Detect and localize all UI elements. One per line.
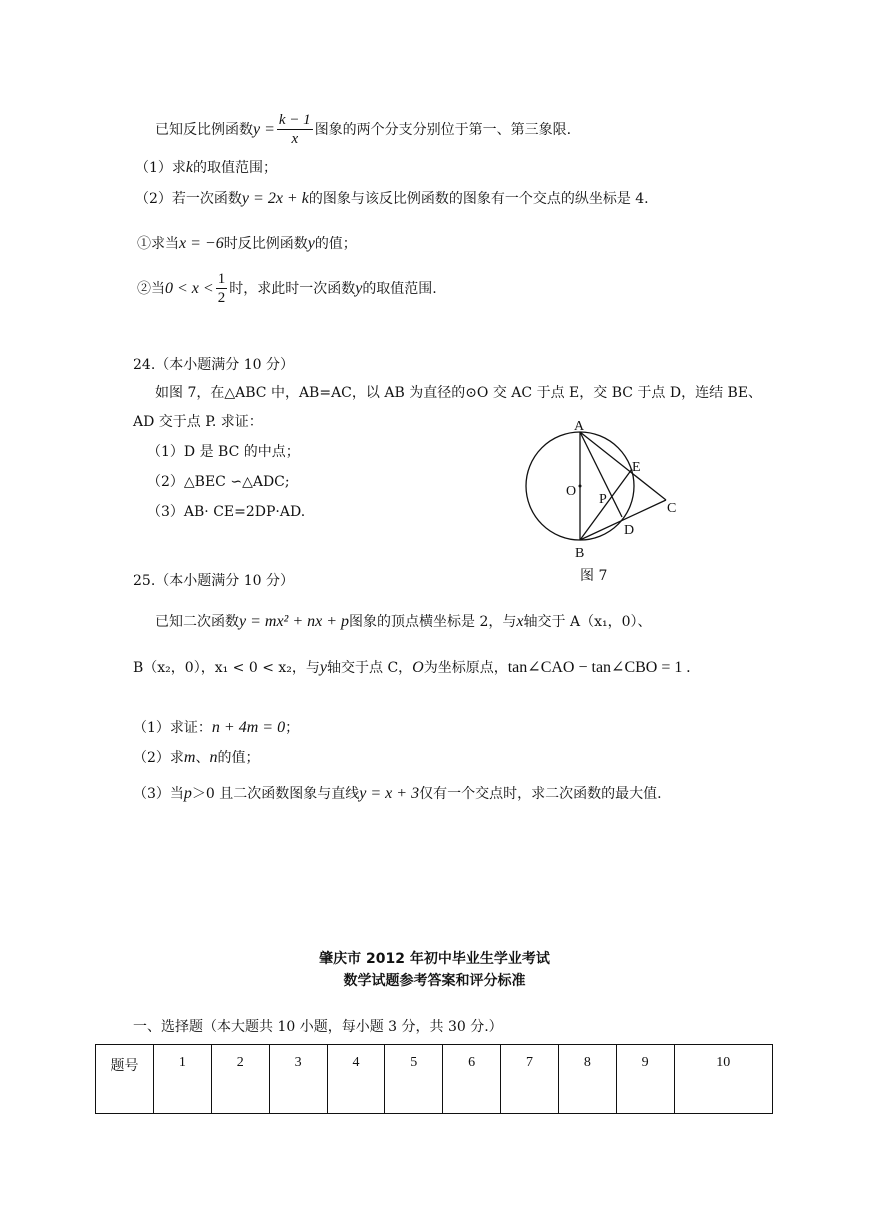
q23-intro: 已知反比例函数y = $\frac{k - 1}{x}$ 图象的两个分支分别位于第一、第三象限.: [155, 112, 572, 147]
q24-line2: AD 交于点 P. 求证：: [133, 414, 263, 430]
q25-line1: 已知二次函数y = mx² + nx + p图象的顶点横坐标是 2，与x轴交于 A（x₁，0）、: [155, 613, 652, 630]
label-p: P: [599, 492, 607, 507]
label-d: D: [624, 523, 635, 538]
table-cell: 3: [269, 1045, 327, 1114]
q24-line1: 如图 7，在△ABC 中，AB=AC，以 AB 为直径的⊙O 交 AC 于点 E，交 BC 于点 D，连结 BE、: [155, 385, 763, 401]
q23-part2-i: ①求当x = −6时反比例函数y的值；: [137, 235, 357, 252]
q25-part2: （2）求m、n的值；: [133, 749, 260, 766]
segment-ac: [580, 432, 666, 500]
table-cell: 2: [211, 1045, 269, 1114]
q24-header: 24.（本小题满分 10 分）: [133, 357, 294, 373]
table-cell: 1: [154, 1045, 212, 1114]
label-o: O: [566, 484, 577, 499]
table-cell: 4: [327, 1045, 385, 1114]
q24-part1: （1）D 是 BC 的中点；: [147, 444, 300, 460]
geometry-diagram: [515, 415, 705, 595]
fraction-half: $\frac{1}{2}$: [217, 271, 226, 306]
center-point: [579, 485, 582, 488]
label-b: B: [575, 546, 585, 561]
segment-bc: [580, 500, 666, 540]
label-e: E: [632, 460, 641, 475]
label-a: A: [574, 419, 585, 434]
q25-part3: （3）当p＞0 且二次函数图象与直线y = x + 3仅有一个交点时，求二次函数的最大值.: [133, 785, 662, 802]
q23-part2-ii: ②当0 < x < $\frac{1}{2}$ 时，求此时一次函数y的取值范围.: [137, 271, 437, 306]
q23-part2: （2）若一次函数y = 2x + k的图象与该反比例函数的图象有一个交点的纵坐标是 4.: [135, 190, 649, 207]
table-cell: 10: [674, 1045, 772, 1114]
q23-part1: （1）求k的取值范围；: [135, 159, 278, 176]
q25-header: 25.（本小题满分 10 分）: [133, 573, 294, 589]
answer-table: [95, 1044, 773, 1114]
answers-section-heading: 一、选择题（本大题共 10 小题，每小题 3 分，共 30 分.）: [133, 1019, 503, 1035]
table-row: [96, 1045, 773, 1114]
q25-part1: （1）求证：n + 4m = 0；: [133, 719, 300, 736]
table-cell: 8: [558, 1045, 616, 1114]
table-cell: 6: [443, 1045, 501, 1114]
q24-part3: （3）AB· CE=2DP·AD.: [147, 504, 306, 520]
q25-line2: B（x₂，0），x₁ < 0 < x₂，与y轴交于点 C，O为坐标原点，tan∠CAO − tan∠CBO = 1 .: [133, 659, 691, 676]
answers-title-1: 肇庆市 2012 年初中毕业生学业考试: [319, 951, 550, 967]
table-cell: 5: [385, 1045, 443, 1114]
table-cell: 题号: [96, 1045, 154, 1114]
q24-part2: （2）△BEC ∽△ADC;: [147, 474, 290, 490]
table-cell: 9: [616, 1045, 674, 1114]
formula-y: y =: [253, 121, 275, 138]
figure-caption: 图 7: [580, 568, 608, 584]
label-c: C: [667, 501, 677, 516]
figure-7: [515, 415, 705, 595]
table-cell: 7: [501, 1045, 559, 1114]
answers-title-2: 数学试题参考答案和评分标准: [343, 973, 526, 989]
fraction: $\frac{k - 1}{x}$: [278, 112, 311, 147]
